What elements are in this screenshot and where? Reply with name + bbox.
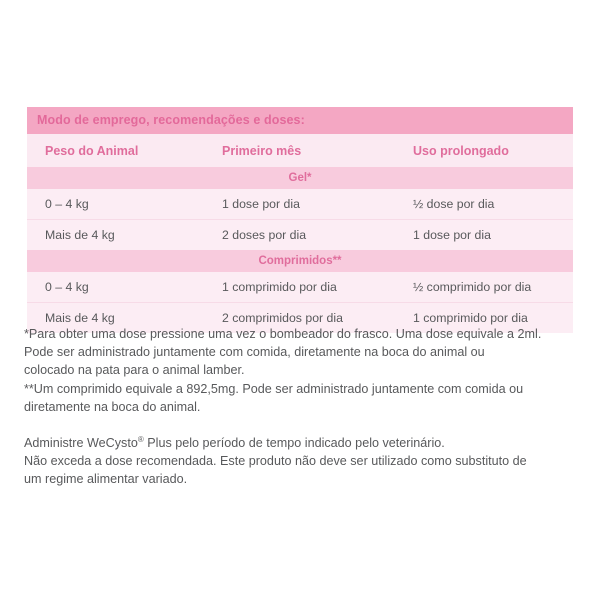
section-label-comprimidos: Comprimidos** xyxy=(27,250,573,272)
table-title-row xyxy=(27,107,573,134)
section-header-comprimidos xyxy=(27,250,573,272)
cell-prolonged-use: ½ dose por dia xyxy=(399,189,573,220)
footnote-tablet-line-1: **Um comprimido equivale a 892,5mg. Pode ser administrado juntamente com comida ou xyxy=(24,381,524,396)
advice-line-1-post: Plus pelo período de tempo indicado pelo veterinário. xyxy=(143,436,445,451)
registered-trademark-icon: ® xyxy=(137,434,144,444)
cell-first-month: 1 dose por dia xyxy=(212,189,399,220)
table-row xyxy=(27,189,573,220)
cell-prolonged-use: ½ comprimido por dia xyxy=(399,272,573,303)
advice-line-1-pre: Administre WeCysto xyxy=(24,436,138,451)
column-header-weight: Peso do Animal xyxy=(27,134,212,167)
notes-spacer xyxy=(24,416,576,434)
section-header-gel xyxy=(27,167,573,189)
cell-first-month: 2 doses por dia xyxy=(212,220,399,251)
table-row xyxy=(27,220,573,251)
footnote-gel-line-2: Pode ser administrado juntamente com comida, diretamente na boca do animal ou xyxy=(24,345,485,360)
footnote-gel-line-3: colocado na pata para o animal lamber. xyxy=(24,363,245,378)
table-column-header-row xyxy=(27,134,573,167)
advice-line-3: um regime alimentar variado. xyxy=(24,472,188,487)
advice-line-2: Não exceda a dose recomendada. Este produto não deve ser utilizado como substituto de xyxy=(24,454,527,469)
cell-weight: Mais de 4 kg xyxy=(27,303,212,334)
notes-block xyxy=(24,325,576,489)
cell-weight: Mais de 4 kg xyxy=(27,220,212,251)
table-row xyxy=(27,272,573,303)
column-header-prolonged-use: Uso prolongado xyxy=(399,134,573,167)
dosage-table xyxy=(27,107,573,333)
cell-prolonged-use: 1 comprimido por dia xyxy=(399,303,573,334)
cell-first-month: 1 comprimido por dia xyxy=(212,272,399,303)
footnote-tablet-line-2: diretamente na boca do animal. xyxy=(24,399,201,414)
cell-prolonged-use: 1 dose por dia xyxy=(399,220,573,251)
section-label-gel: Gel* xyxy=(27,167,573,189)
cell-weight: 0 – 4 kg xyxy=(27,189,212,220)
table-title: Modo de emprego, recomendações e doses: xyxy=(27,107,573,134)
footnote-gel-line-1: *Para obter uma dose pressione uma vez o bombeador do frasco. Uma dose equivale a 2ml. xyxy=(24,327,542,341)
advice-line-1 xyxy=(24,434,576,452)
cell-weight: 0 – 4 kg xyxy=(27,272,212,303)
column-header-first-month: Primeiro mês xyxy=(212,134,399,167)
cell-first-month: 2 comprimidos por dia xyxy=(212,303,399,334)
